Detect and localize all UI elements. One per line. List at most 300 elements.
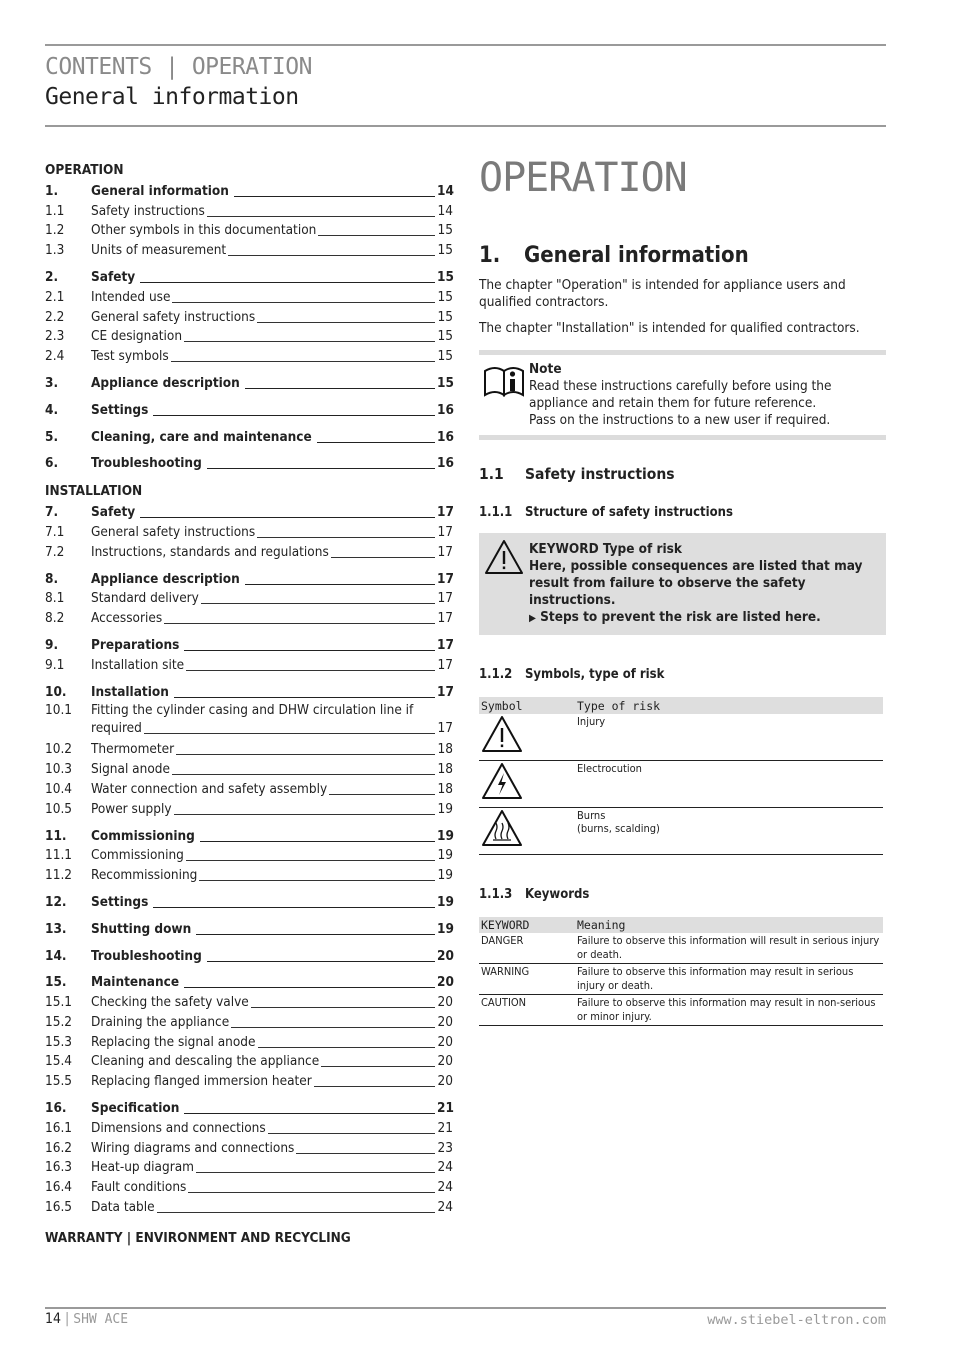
product-name: SHW ACE	[73, 1312, 129, 1327]
toc-entry-page: 17	[437, 719, 453, 736]
warning-body: Here, possible consequences are listed that may result from failure to observe the safety instructions.	[529, 558, 863, 608]
heading-text: Symbols, type of risk	[525, 667, 665, 682]
column-header-meaning: Meaning	[575, 917, 883, 933]
heading-number: 1.	[479, 243, 501, 268]
toc-section-installation: INSTALLATION	[45, 483, 143, 500]
info-book-icon	[483, 363, 525, 402]
note-title: Note	[529, 361, 562, 377]
toc-entry-title: Installation	[91, 683, 169, 700]
toc-entry[interactable]	[45, 891, 453, 911]
keywords-heading	[479, 887, 886, 902]
toc-entry-page: 17	[437, 656, 453, 673]
toc-entry[interactable]	[45, 739, 453, 759]
toc-leader-line	[144, 733, 435, 734]
toc-entry-number: 10.3	[45, 761, 73, 778]
toc-entry-number: 16.1	[45, 1119, 73, 1136]
toc-entry[interactable]	[45, 1051, 453, 1071]
toc-entry-page: 21	[437, 1119, 453, 1136]
toc-leader-line	[176, 754, 435, 755]
toc-entry-title: Troubleshooting	[91, 947, 202, 964]
toc-entry[interactable]	[45, 399, 453, 419]
structure-heading	[479, 505, 886, 520]
toc-entry-page: 17	[437, 590, 453, 607]
toc-entry-page: 16	[437, 401, 454, 418]
toc-entry[interactable]	[45, 1031, 453, 1051]
toc-entry-number: 7.1	[45, 523, 65, 540]
symbol-cell	[479, 761, 575, 808]
toc-entry-number: 1.3	[45, 242, 65, 259]
page-number: 14	[45, 1311, 62, 1327]
toc-entry-page: 19	[437, 827, 454, 844]
toc-leader-line	[184, 987, 435, 988]
footer-rule	[45, 1307, 886, 1309]
toc-entry-number: 12.	[45, 893, 67, 910]
toc-leader-line	[184, 1113, 435, 1114]
toc-entry[interactable]	[45, 239, 453, 259]
toc-leader-line	[257, 537, 435, 538]
heading-number: 1.1	[479, 465, 504, 483]
heading-number: 1.1.1	[479, 505, 513, 520]
toc-entry-number: 2.4	[45, 348, 65, 365]
heading-text: Safety instructions	[525, 465, 675, 483]
toc-leader-line	[231, 1027, 435, 1028]
toc-leader-line	[329, 794, 435, 795]
general-information-heading	[479, 243, 886, 268]
toc-entry[interactable]	[45, 1137, 453, 1157]
toc-entry[interactable]	[45, 991, 453, 1011]
toc-entry-page: 15	[437, 222, 453, 239]
toc-leader-line	[174, 814, 435, 815]
toc-entry[interactable]	[45, 200, 453, 220]
toc-entry[interactable]	[45, 918, 453, 938]
toc-entry-title: Specification	[91, 1100, 180, 1117]
heading-number: 1.1.3	[479, 887, 513, 902]
toc-entry[interactable]	[45, 220, 453, 240]
toc-entry-page: 19	[437, 867, 453, 884]
toc-entry[interactable]	[45, 541, 453, 561]
toc-leader-line	[314, 1086, 435, 1087]
toc-entry-page: 19	[437, 920, 454, 937]
toc-leader-line	[245, 388, 435, 389]
toc-leader-line	[296, 1153, 435, 1154]
symbols-heading	[479, 667, 886, 682]
toc-leader-line	[174, 697, 435, 698]
safety-instruction-box	[479, 533, 886, 635]
burns-icon	[481, 809, 523, 847]
toc-leader-line	[184, 650, 435, 651]
toc-entry-page: 15	[437, 328, 453, 345]
toc-entry-number: 8.2	[45, 610, 65, 627]
toc-leader-line	[268, 1133, 435, 1134]
toc-entry-title: Replacing the signal anode	[91, 1033, 256, 1050]
toc-entry-page: 21	[437, 1100, 454, 1117]
toc-entry-page: 18	[437, 761, 453, 778]
toc-entry[interactable]	[45, 345, 453, 365]
toc-entry[interactable]	[45, 501, 453, 521]
toc-entry-title: Other symbols in this documentation	[91, 222, 317, 239]
toc-entry-title: Draining the appliance	[91, 1013, 230, 1030]
toc-entry[interactable]	[45, 654, 453, 674]
toc-entry-page: 15	[437, 374, 454, 391]
table-row	[479, 714, 883, 761]
warning-step-text: Steps to prevent the risk are listed here.	[540, 609, 821, 625]
toc-section-warranty: WARRANTY | ENVIRONMENT AND RECYCLING	[45, 1230, 351, 1247]
toc-entry-title: Settings	[91, 893, 149, 910]
toc-entry-title: Troubleshooting	[91, 455, 202, 472]
toc-entry-page: 14	[437, 182, 454, 199]
toc-entry-title: Safety	[91, 504, 136, 521]
toc-entry-page: 17	[437, 570, 454, 587]
toc-entry-number: 15.1	[45, 994, 73, 1011]
toc-entry-number: 2.	[45, 268, 59, 285]
meaning-cell: Failure to observe this information will result in serious injury or death.	[575, 933, 883, 964]
toc-entry-number: 10.4	[45, 780, 73, 797]
table-row	[479, 933, 883, 964]
toc-entry[interactable]	[45, 1097, 453, 1117]
toc-entry-number: 16.3	[45, 1159, 73, 1176]
toc-entry[interactable]	[45, 426, 453, 446]
toc-entry-number: 2.2	[45, 308, 65, 325]
toc-entry-page: 15	[437, 242, 453, 259]
toc-entry-title: Data table	[91, 1199, 155, 1216]
symbol-cell	[479, 714, 575, 761]
toc-entry-number: 1.1	[45, 202, 65, 219]
toc-entry-title: Accessories	[91, 610, 163, 627]
toc-entry-page: 19	[437, 800, 453, 817]
toc-leader-line	[207, 216, 435, 217]
header-breadcrumb: CONTENTS | OPERATION	[45, 54, 312, 80]
toc-entry-number: 10.2	[45, 741, 73, 758]
keywords-table	[479, 917, 883, 1026]
symbols-table	[479, 697, 883, 855]
toc-leader-line	[234, 196, 435, 197]
column-header-keyword: KEYWORD	[479, 917, 575, 933]
toc-entry-title: Appliance description	[91, 374, 240, 391]
footer-separator: |	[65, 1311, 70, 1327]
toc-entry-page: 20	[437, 974, 454, 991]
toc-entry-title: Units of measurement	[91, 242, 227, 259]
electrocution-icon	[481, 762, 523, 800]
toc-entry-title: General safety instructions	[91, 523, 256, 540]
toc-leader-line	[196, 934, 435, 935]
toc-leader-line	[331, 557, 435, 558]
toc-entry-number: 9.	[45, 636, 59, 653]
toc-entry[interactable]	[45, 306, 453, 326]
toc-entry-title: Installation site	[91, 656, 185, 673]
toc-entry-number: 10.1	[45, 701, 73, 718]
toc-entry-number: 4.	[45, 401, 59, 418]
toc-entry-title: Thermometer	[91, 741, 175, 758]
toc-leader-line	[157, 1212, 435, 1213]
safety-instructions-heading	[479, 465, 886, 483]
toc-entry-page: 15	[437, 288, 453, 305]
arrow-icon: ▶	[529, 613, 536, 624]
toc-entry-page: 17	[437, 543, 453, 560]
toc-entry-number: 15.2	[45, 1013, 73, 1030]
toc-entry-title: Signal anode	[91, 761, 170, 778]
toc-entry-title: Replacing flanged immersion heater	[91, 1073, 312, 1090]
header-top-rule	[45, 44, 886, 46]
toc-entry-title: Power supply	[91, 800, 172, 817]
toc-entry-number: 11.1	[45, 847, 73, 864]
header-title: General information	[45, 84, 299, 110]
type-cell	[575, 808, 883, 855]
toc-entry-page: 20	[437, 1053, 453, 1070]
toc-leader-line	[258, 1047, 436, 1048]
toc-entry-page: 20	[437, 1073, 453, 1090]
toc-entry-number: 2.3	[45, 328, 65, 345]
toc-entry[interactable]	[45, 798, 453, 818]
toc-entry-number: 2.1	[45, 288, 65, 305]
toc-entry-title: Instructions, standards and regulations	[91, 543, 329, 560]
toc-entry-number: 1.2	[45, 222, 65, 239]
toc-entry[interactable]	[45, 588, 453, 608]
toc-entry[interactable]	[45, 864, 453, 884]
meaning-cell: Failure to observe this information may result in serious injury or death.	[575, 964, 883, 995]
toc-entry-page: 14	[437, 202, 453, 219]
toc-entry-page: 16	[437, 428, 454, 445]
toc-entry[interactable]	[45, 778, 453, 798]
toc-entry[interactable]	[45, 286, 453, 306]
toc-entry-page: 20	[437, 1033, 453, 1050]
toc-entry[interactable]	[45, 1176, 453, 1196]
toc-leader-line	[196, 1172, 435, 1173]
column-header-symbol: Symbol	[479, 697, 575, 714]
toc-entry[interactable]	[45, 607, 453, 627]
toc-entry-title: Test symbols	[91, 348, 169, 365]
toc-leader-line	[245, 584, 435, 585]
toc-leader-line	[171, 361, 435, 362]
toc-entry-page: 15	[437, 308, 453, 325]
toc-entry-page: 17	[437, 504, 454, 521]
toc-entry[interactable]	[45, 825, 453, 845]
toc-leader-line	[172, 774, 435, 775]
toc-entry-title-continued: required	[91, 719, 142, 736]
toc-entry-title: Safety	[91, 268, 136, 285]
type-cell: Electrocution	[575, 761, 883, 808]
toc-entry-number: 15.3	[45, 1033, 73, 1050]
toc-entry[interactable]	[45, 701, 453, 739]
toc-entry[interactable]	[45, 1070, 453, 1090]
toc-entry-page: 18	[437, 741, 453, 758]
toc-entry-page: 15	[437, 268, 454, 285]
toc-leader-line	[140, 282, 435, 283]
toc-entry[interactable]	[45, 845, 453, 865]
toc-entry-title: Commissioning	[91, 827, 195, 844]
table-row	[479, 995, 883, 1026]
toc-leader-line	[207, 468, 435, 469]
type-text: Burns	[577, 809, 606, 822]
heading-text: Keywords	[525, 887, 590, 902]
toc-entry-title: Settings	[91, 401, 149, 418]
table-row	[479, 761, 883, 808]
toc-entry-page: 20	[437, 994, 453, 1011]
toc-leader-line	[207, 961, 435, 962]
toc-entry[interactable]	[45, 1196, 453, 1216]
toc-entry-number: 14.	[45, 947, 67, 964]
note-text-2: Pass on the instructions to a new user if required.	[529, 412, 831, 428]
toc-entry[interactable]	[45, 568, 453, 588]
meaning-cell: Failure to observe this information may result in non-serious or minor injury.	[575, 995, 883, 1026]
toc-entry[interactable]	[45, 326, 453, 346]
toc-entry-title: Dimensions and connections	[91, 1119, 266, 1136]
table-of-contents	[45, 160, 453, 1248]
toc-entry[interactable]	[45, 1157, 453, 1177]
warning-title: KEYWORD Type of risk	[529, 541, 682, 557]
toc-leader-line	[164, 623, 435, 624]
toc-leader-line	[186, 670, 435, 671]
main-content	[479, 150, 886, 1026]
toc-entry-title: Standard delivery	[91, 590, 199, 607]
toc-entry-number: 15.5	[45, 1073, 73, 1090]
keyword-cell: DANGER	[479, 933, 575, 964]
toc-leader-line	[228, 255, 435, 256]
toc-leader-line	[257, 322, 435, 323]
toc-entry-title: Commissioning	[91, 847, 184, 864]
toc-entry-title: Preparations	[91, 636, 180, 653]
toc-entry-number: 13.	[45, 920, 67, 937]
toc-entry-page: 23	[437, 1139, 453, 1156]
toc-entry-title: Cleaning and descaling the appliance	[91, 1053, 320, 1070]
toc-entry[interactable]	[45, 681, 453, 701]
toc-entry[interactable]	[45, 453, 453, 473]
toc-entry-page: 17	[437, 683, 454, 700]
toc-leader-line	[200, 841, 435, 842]
toc-entry-title: Intended use	[91, 288, 171, 305]
toc-entry[interactable]	[45, 266, 453, 286]
toc-entry-number: 7.	[45, 504, 59, 521]
toc-entry-title: Recommissioning	[91, 867, 198, 884]
toc-entry-title: Cleaning, care and maintenance	[91, 428, 312, 445]
footer-left	[45, 1311, 128, 1327]
keyword-cell: WARNING	[479, 964, 575, 995]
toc-entry-page: 19	[437, 847, 453, 864]
toc-leader-line	[184, 341, 435, 342]
toc-entry[interactable]	[45, 372, 453, 392]
toc-leader-line	[317, 442, 435, 443]
header-bottom-rule	[45, 125, 886, 127]
warning-icon	[484, 539, 524, 580]
toc-entry-title: General safety instructions	[91, 308, 256, 325]
toc-entry-title: Appliance description	[91, 570, 240, 587]
toc-entry-number: 5.	[45, 428, 59, 445]
toc-entry-title: Wiring diagrams and connections	[91, 1139, 295, 1156]
website-url: www.stiebel-eltron.com	[707, 1312, 886, 1328]
toc-leader-line	[140, 517, 435, 518]
toc-entry[interactable]	[45, 634, 453, 654]
toc-entry-title: Shutting down	[91, 920, 192, 937]
toc-entry-number: 16.2	[45, 1139, 73, 1156]
toc-operation-list	[45, 180, 453, 472]
heading-number: 1.1.2	[479, 667, 513, 682]
table-row	[479, 808, 883, 855]
toc-entry-title: Checking the safety valve	[91, 994, 249, 1011]
note-box	[479, 350, 886, 440]
toc-entry[interactable]	[45, 180, 453, 200]
toc-entry-number: 1.	[45, 182, 59, 199]
toc-entry-number: 16.4	[45, 1179, 73, 1196]
toc-entry-number: 15.4	[45, 1053, 73, 1070]
toc-leader-line	[199, 880, 435, 881]
toc-entry-title: Heat-up diagram	[91, 1159, 194, 1176]
toc-entry-page: 20	[437, 1013, 453, 1030]
toc-leader-line	[251, 1007, 435, 1008]
toc-section-operation: OPERATION	[45, 162, 124, 178]
toc-entry-number: 11.2	[45, 867, 73, 884]
type-subtext: (burns, scalding)	[577, 822, 660, 835]
toc-entry-title: Fitting the cylinder casing and DHW circulation line if	[91, 701, 414, 718]
toc-leader-line	[318, 235, 435, 236]
toc-entry-title: Safety instructions	[91, 202, 205, 219]
toc-entry-title: General information	[91, 182, 229, 199]
toc-leader-line	[188, 1192, 435, 1193]
toc-entry-number: 7.2	[45, 543, 65, 560]
toc-entry-page: 24	[437, 1199, 453, 1216]
operation-title: OPERATION	[479, 155, 687, 201]
toc-entry[interactable]	[45, 972, 453, 992]
toc-entry-number: 8.1	[45, 590, 65, 607]
toc-entry-page: 17	[437, 636, 454, 653]
toc-entry-number: 16.5	[45, 1199, 73, 1216]
toc-entry-page: 18	[437, 780, 453, 797]
toc-leader-line	[153, 415, 435, 416]
toc-entry[interactable]	[45, 521, 453, 541]
table-row	[479, 964, 883, 995]
toc-entry[interactable]	[45, 1011, 453, 1031]
toc-entry-page: 24	[437, 1179, 453, 1196]
toc-leader-line	[321, 1066, 435, 1067]
toc-entry-number: 9.1	[45, 656, 65, 673]
keyword-cell: CAUTION	[479, 995, 575, 1026]
toc-entry-page: 19	[437, 893, 454, 910]
toc-entry-page: 16	[437, 455, 454, 472]
toc-entry[interactable]	[45, 758, 453, 778]
toc-entry-number: 10.5	[45, 800, 73, 817]
toc-entry-number: 15.	[45, 974, 67, 991]
toc-entry-number: 6.	[45, 455, 59, 472]
warning-step	[529, 609, 882, 627]
warning-icon	[481, 715, 523, 753]
toc-entry[interactable]	[45, 945, 453, 965]
toc-leader-line	[172, 302, 435, 303]
symbol-cell	[479, 808, 575, 855]
toc-entry-number: 16.	[45, 1100, 67, 1117]
toc-leader-line	[186, 860, 435, 861]
type-cell: Injury	[575, 714, 883, 761]
toc-entry[interactable]	[45, 1117, 453, 1137]
heading-text: General information	[524, 243, 749, 268]
toc-installation-list	[45, 501, 453, 1216]
toc-entry-page: 20	[437, 947, 454, 964]
intro-paragraph-installation: The chapter "Installation" is intended for qualified contractors.	[479, 320, 860, 336]
toc-entry-number: 11.	[45, 827, 67, 844]
toc-leader-line	[153, 907, 435, 908]
toc-entry-title: Water connection and safety assembly	[91, 780, 328, 797]
toc-entry-page: 24	[437, 1159, 453, 1176]
intro-paragraph-operation: The chapter "Operation" is intended for appliance users and qualified contractors.	[479, 277, 846, 310]
toc-entry-title: Fault conditions	[91, 1179, 187, 1196]
toc-entry-page: 15	[437, 348, 453, 365]
toc-entry-page: 17	[437, 523, 453, 540]
toc-entry-page: 17	[437, 610, 453, 627]
heading-text: Structure of safety instructions	[525, 505, 733, 520]
toc-entry-title: Maintenance	[91, 974, 180, 991]
toc-entry-number: 8.	[45, 570, 59, 587]
column-header-type: Type of risk	[575, 697, 883, 714]
toc-leader-line	[201, 603, 435, 604]
toc-entry-title: CE designation	[91, 328, 183, 345]
toc-entry-number: 3.	[45, 374, 59, 391]
